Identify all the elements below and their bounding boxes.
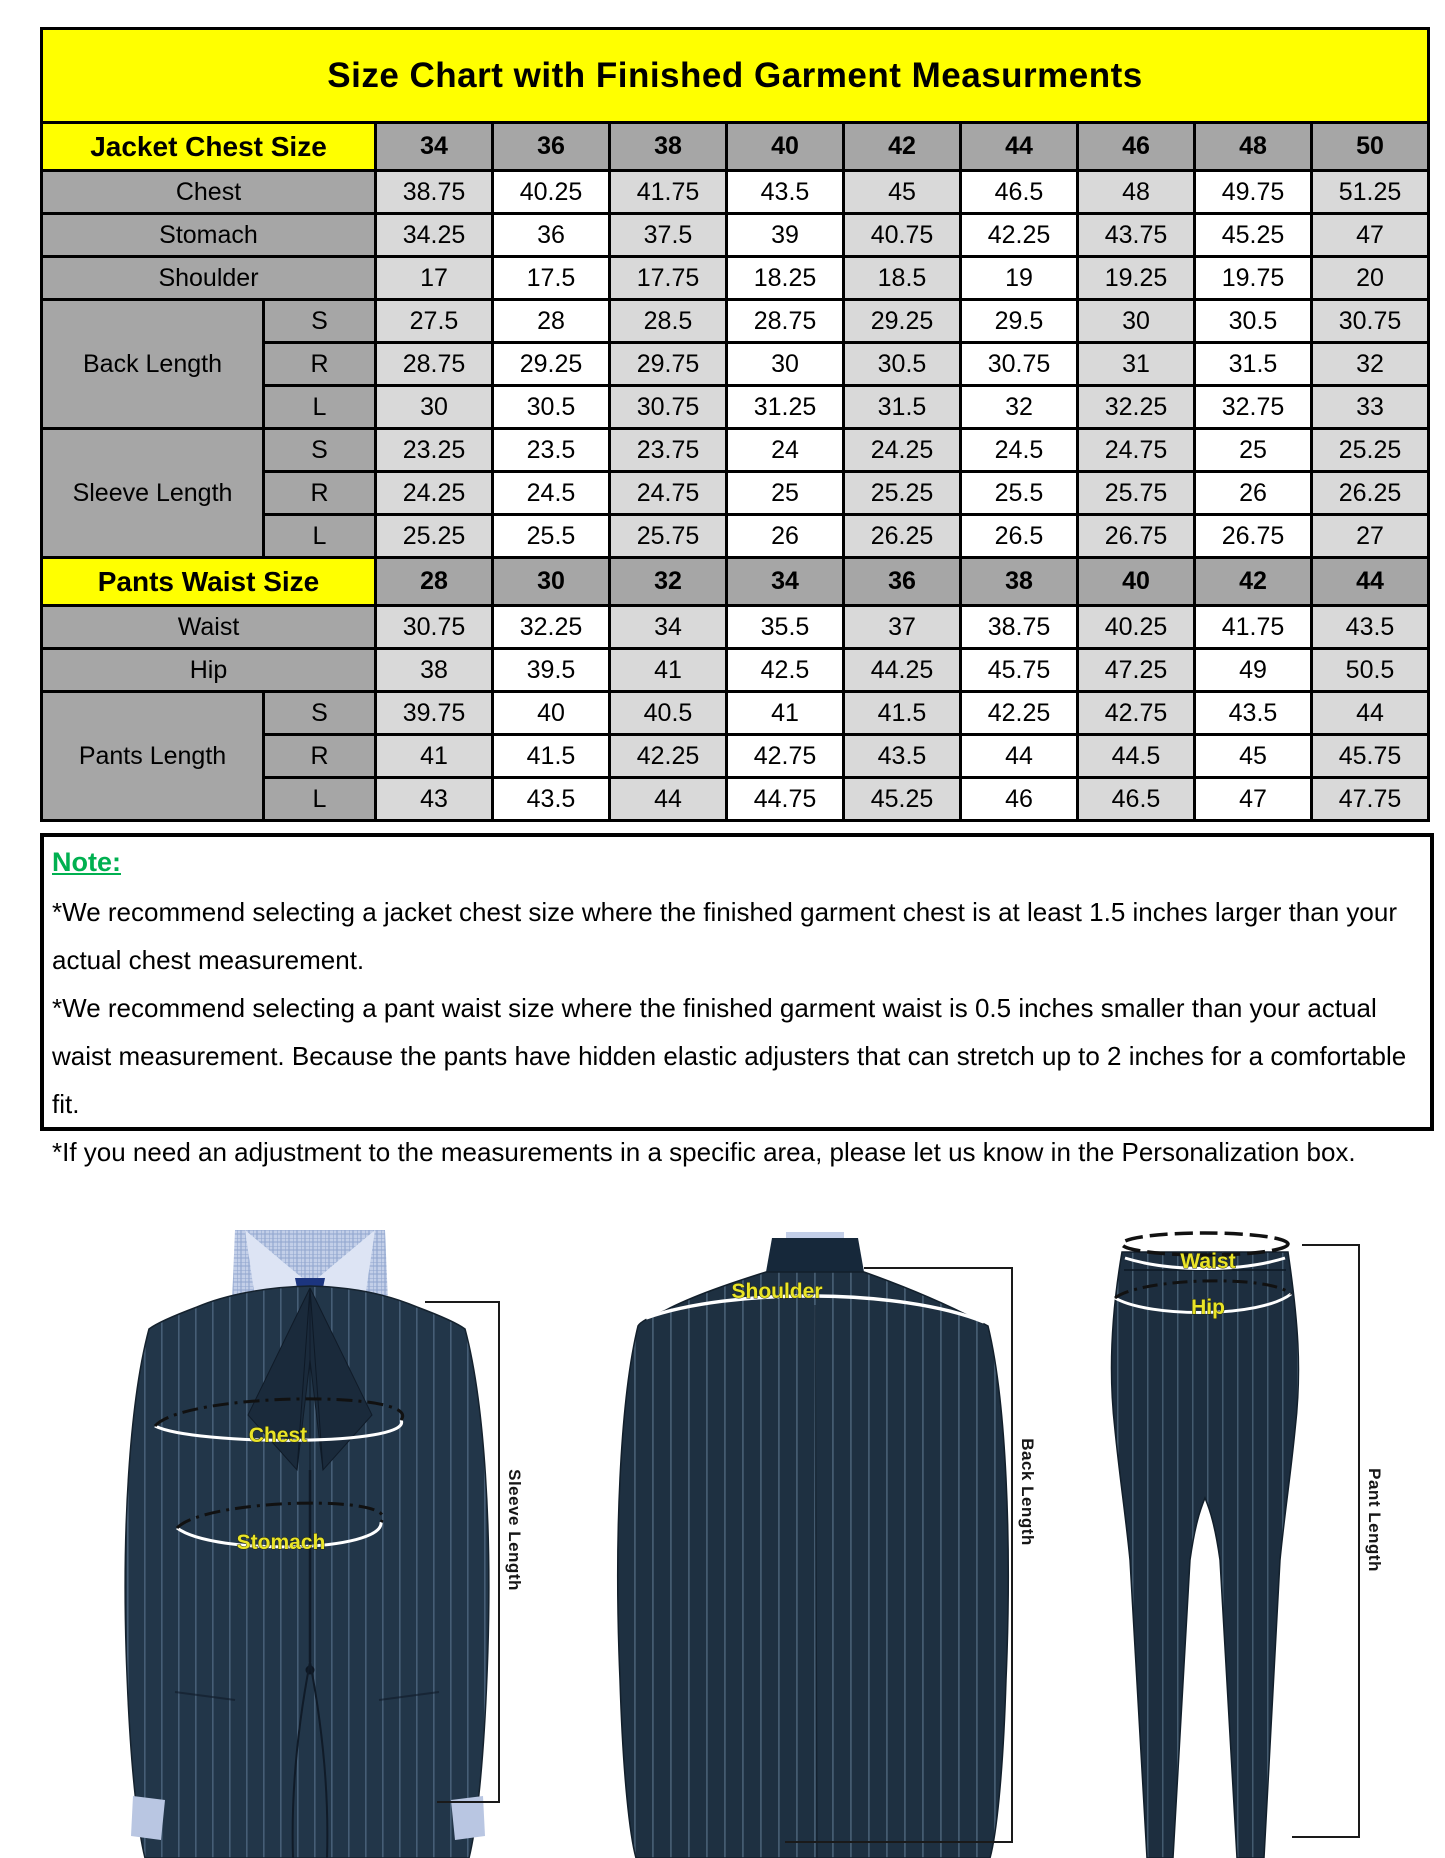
value-cell: 40.5 (610, 692, 727, 735)
value-cell: 30.75 (610, 386, 727, 429)
value-cell: 40.75 (844, 214, 961, 257)
value-cell: 42.25 (961, 692, 1078, 735)
value-cell: 30.75 (1312, 300, 1429, 343)
value-cell: 23.75 (610, 429, 727, 472)
waist-label: Waist (1180, 1250, 1236, 1273)
value-cell: 23.25 (376, 429, 493, 472)
pants-size-header: 32 (610, 558, 727, 606)
jacket-size-header: 44 (961, 123, 1078, 171)
value-cell: 45.25 (844, 778, 961, 821)
value-cell: 24.75 (1078, 429, 1195, 472)
value-cell: 25 (727, 472, 844, 515)
value-cell: 44 (610, 778, 727, 821)
pants-data-row (42, 649, 1429, 692)
value-cell: 25.25 (844, 472, 961, 515)
value-cell: 41 (610, 649, 727, 692)
pants-size-header: 28 (376, 558, 493, 606)
value-cell: 43 (376, 778, 493, 821)
value-cell: 50.5 (1312, 649, 1429, 692)
value-cell: 46.5 (961, 171, 1078, 214)
pants-size-header: 34 (727, 558, 844, 606)
jacket-size-header: 40 (727, 123, 844, 171)
pant-length-label: Pant Length (1365, 1468, 1384, 1572)
value-cell: 43.75 (1078, 214, 1195, 257)
sleeve-length-label: Sleeve Length (505, 1469, 524, 1591)
value-cell: 44.25 (844, 649, 961, 692)
back-jacket-figure (590, 1230, 1040, 1858)
jacket-size-header: 36 (493, 123, 610, 171)
note-box (40, 833, 1434, 1167)
back-jacket-body (618, 1272, 1009, 1858)
size-chart-table (40, 27, 1430, 822)
jacket-data-row (42, 429, 1429, 472)
value-cell: 41 (727, 692, 844, 735)
row-label: Stomach (42, 214, 376, 257)
value-cell: 47.75 (1312, 778, 1429, 821)
value-cell: 31.5 (1195, 343, 1312, 386)
value-cell: 24.25 (844, 429, 961, 472)
value-cell: 19 (961, 257, 1078, 300)
value-cell: 44 (961, 735, 1078, 778)
value-cell: 45 (844, 171, 961, 214)
stomach-label: Stomach (236, 1531, 326, 1554)
value-cell: 38.75 (961, 606, 1078, 649)
value-cell: 34.25 (376, 214, 493, 257)
value-cell: 26.75 (1078, 515, 1195, 558)
jacket-collar-back (766, 1238, 864, 1272)
value-cell: 32 (961, 386, 1078, 429)
value-cell: 28.75 (727, 300, 844, 343)
value-cell: 25.5 (961, 472, 1078, 515)
value-cell: 40.25 (493, 171, 610, 214)
value-cell: 30.5 (844, 343, 961, 386)
value-cell: 17 (376, 257, 493, 300)
value-cell: 38.75 (376, 171, 493, 214)
fit-label: R (264, 735, 376, 778)
jacket-size-header: 38 (610, 123, 727, 171)
fit-label: S (264, 429, 376, 472)
value-cell: 39.75 (376, 692, 493, 735)
pants-size-header: 40 (1078, 558, 1195, 606)
row-group-label: Pants Length (42, 692, 264, 821)
value-cell: 32.25 (493, 606, 610, 649)
value-cell: 30 (376, 386, 493, 429)
jacket-size-header: 48 (1195, 123, 1312, 171)
value-cell: 46 (961, 778, 1078, 821)
value-cell: 28.75 (376, 343, 493, 386)
value-cell: 17.75 (610, 257, 727, 300)
value-cell: 40 (493, 692, 610, 735)
value-cell: 30.5 (1195, 300, 1312, 343)
value-cell: 45.75 (961, 649, 1078, 692)
value-cell: 30 (1078, 300, 1195, 343)
figures-section (0, 1228, 1445, 1858)
value-cell: 30.5 (493, 386, 610, 429)
pants-size-header: 30 (493, 558, 610, 606)
value-cell: 25.75 (610, 515, 727, 558)
value-cell: 17.5 (493, 257, 610, 300)
value-cell: 45 (1195, 735, 1312, 778)
jacket-size-header: 46 (1078, 123, 1195, 171)
value-cell: 45.75 (1312, 735, 1429, 778)
value-cell: 44.5 (1078, 735, 1195, 778)
value-cell: 18.5 (844, 257, 961, 300)
value-cell: 47.25 (1078, 649, 1195, 692)
row-label: Shoulder (42, 257, 376, 300)
pants-header-row (42, 558, 1429, 606)
value-cell: 32.25 (1078, 386, 1195, 429)
note-heading: Note: (52, 847, 121, 877)
value-cell: 44 (1312, 692, 1429, 735)
value-cell: 31.25 (727, 386, 844, 429)
value-cell: 36 (493, 214, 610, 257)
value-cell: 24.25 (376, 472, 493, 515)
pants-size-header: 42 (1195, 558, 1312, 606)
value-cell: 40.25 (1078, 606, 1195, 649)
value-cell: 24.75 (610, 472, 727, 515)
jacket-data-row (42, 171, 1429, 214)
value-cell: 25.5 (493, 515, 610, 558)
value-cell: 51.25 (1312, 171, 1429, 214)
value-cell: 42.25 (610, 735, 727, 778)
value-cell: 23.5 (493, 429, 610, 472)
value-cell: 41.5 (844, 692, 961, 735)
value-cell: 26 (727, 515, 844, 558)
value-cell: 39.5 (493, 649, 610, 692)
value-cell: 34 (610, 606, 727, 649)
value-cell: 29.5 (961, 300, 1078, 343)
value-cell: 27 (1312, 515, 1429, 558)
pants-data-row (42, 606, 1429, 649)
value-cell: 43.5 (493, 778, 610, 821)
pants-header-label: Pants Waist Size (42, 558, 376, 606)
value-cell: 31 (1078, 343, 1195, 386)
value-cell: 24.5 (493, 472, 610, 515)
pants-size-header: 44 (1312, 558, 1429, 606)
jacket-data-row (42, 300, 1429, 343)
size-chart-section (40, 27, 1430, 822)
value-cell: 42.75 (727, 735, 844, 778)
value-cell: 39 (727, 214, 844, 257)
value-cell: 47 (1195, 778, 1312, 821)
value-cell: 26.75 (1195, 515, 1312, 558)
value-cell: 41.5 (493, 735, 610, 778)
jacket-size-header: 42 (844, 123, 961, 171)
value-cell: 42.75 (1078, 692, 1195, 735)
fit-label: L (264, 386, 376, 429)
value-cell: 43.5 (1312, 606, 1429, 649)
value-cell: 44.75 (727, 778, 844, 821)
value-cell: 31.5 (844, 386, 961, 429)
shoulder-label: Shoulder (731, 1280, 823, 1303)
value-cell: 28.5 (610, 300, 727, 343)
value-cell: 38 (376, 649, 493, 692)
row-group-label: Sleeve Length (42, 429, 264, 558)
fit-label: R (264, 343, 376, 386)
value-cell: 49 (1195, 649, 1312, 692)
jacket-size-header: 50 (1312, 123, 1429, 171)
value-cell: 41.75 (1195, 606, 1312, 649)
note-line-2: *We recommend selecting a pant waist size where the finished garment waist is 0.5 inches smaller than your actual waist measurement. Because the pants have hidden elastic adjusters that can stretch up to 2 inches for a comfortable fit. (52, 993, 1407, 1119)
value-cell: 43.5 (844, 735, 961, 778)
chest-label: Chest (248, 1424, 308, 1447)
value-cell: 33 (1312, 386, 1429, 429)
value-cell: 20 (1312, 257, 1429, 300)
jacket-size-header: 34 (376, 123, 493, 171)
value-cell: 41.75 (610, 171, 727, 214)
value-cell: 24.5 (961, 429, 1078, 472)
row-label: Hip (42, 649, 376, 692)
value-cell: 26.25 (844, 515, 961, 558)
row-group-label: Back Length (42, 300, 264, 429)
jacket-data-row (42, 257, 1429, 300)
shirt-cuff-left (131, 1796, 165, 1840)
fit-label: S (264, 692, 376, 735)
value-cell: 30.75 (376, 606, 493, 649)
value-cell: 48 (1078, 171, 1195, 214)
chart-title: Size Chart with Finished Garment Measurments (42, 29, 1429, 123)
value-cell: 49.75 (1195, 171, 1312, 214)
value-cell: 25.25 (376, 515, 493, 558)
fit-label: S (264, 300, 376, 343)
value-cell: 19.75 (1195, 257, 1312, 300)
value-cell: 25.75 (1078, 472, 1195, 515)
jacket-header-label: Jacket Chest Size (42, 123, 376, 171)
value-cell: 35.5 (727, 606, 844, 649)
value-cell: 30.75 (961, 343, 1078, 386)
value-cell: 32.75 (1195, 386, 1312, 429)
fit-label: R (264, 472, 376, 515)
jacket-header-row (42, 123, 1429, 171)
value-cell: 42.5 (727, 649, 844, 692)
hip-label: Hip (1191, 1296, 1225, 1319)
pant-length-bracket (1292, 1245, 1359, 1837)
value-cell: 32 (1312, 343, 1429, 386)
value-cell: 27.5 (376, 300, 493, 343)
value-cell: 26.25 (1312, 472, 1429, 515)
note-line-1: *We recommend selecting a jacket chest size where the finished garment chest is at least 1.5 inches larger than your actual chest measurement. (52, 897, 1397, 975)
value-cell: 43.5 (1195, 692, 1312, 735)
pants-size-header: 36 (844, 558, 961, 606)
value-cell: 28 (493, 300, 610, 343)
note-line-3: *If you need an adjustment to the measurements in a specific area, please let us know in the Personalization box. (52, 1137, 1356, 1167)
value-cell: 46.5 (1078, 778, 1195, 821)
value-cell: 26 (1195, 472, 1312, 515)
value-cell: 29.25 (844, 300, 961, 343)
value-cell: 24 (727, 429, 844, 472)
jacket-data-row (42, 214, 1429, 257)
value-cell: 41 (376, 735, 493, 778)
pants-figure (1080, 1230, 1445, 1858)
value-cell: 30 (727, 343, 844, 386)
value-cell: 45.25 (1195, 214, 1312, 257)
value-cell: 42.25 (961, 214, 1078, 257)
value-cell: 18.25 (727, 257, 844, 300)
value-cell: 26.5 (961, 515, 1078, 558)
row-label: Waist (42, 606, 376, 649)
value-cell: 25.25 (1312, 429, 1429, 472)
value-cell: 29.25 (493, 343, 610, 386)
value-cell: 37 (844, 606, 961, 649)
value-cell: 25 (1195, 429, 1312, 472)
value-cell: 47 (1312, 214, 1429, 257)
title-row (42, 29, 1429, 123)
value-cell: 37.5 (610, 214, 727, 257)
back-length-label: Back Length (1018, 1438, 1037, 1546)
fit-label: L (264, 778, 376, 821)
value-cell: 43.5 (727, 171, 844, 214)
fit-label: L (264, 515, 376, 558)
value-cell: 19.25 (1078, 257, 1195, 300)
front-jacket-figure (85, 1230, 535, 1858)
pants-body (1111, 1252, 1298, 1858)
pants-size-header: 38 (961, 558, 1078, 606)
pants-data-row (42, 692, 1429, 735)
value-cell: 29.75 (610, 343, 727, 386)
row-label: Chest (42, 171, 376, 214)
